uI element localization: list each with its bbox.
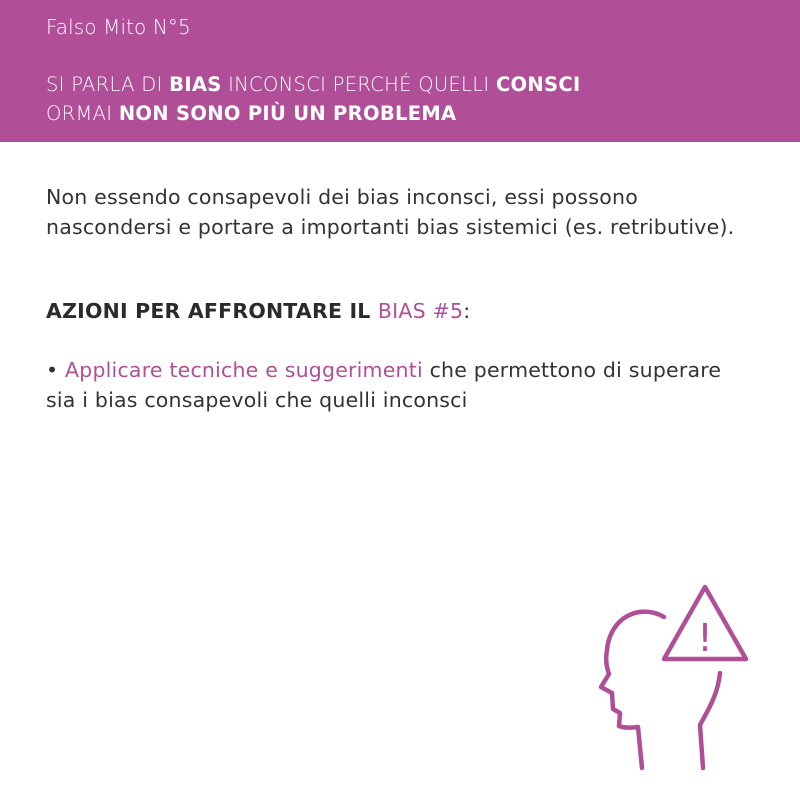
bullet-text: che permettono di superare sia i bias consapevoli che quelli inconsci [46,358,722,412]
body-paragraph: Non essendo consapevoli dei bias inconsci, essi possono nascondersi e portare a importanti bias sistemici (es. retributive). [46,185,735,239]
actions-title-accent: BIAS #5 [377,299,464,323]
actions-title-text: AZIONI PER AFFRONTARE IL [46,299,378,323]
headline-part: SI PARLA DI [46,73,170,96]
headline-emphasis: BIAS [169,73,222,96]
headline [46,70,746,128]
headline-emphasis: NON SONO PIÙ UN PROBLEMA [118,102,457,125]
bullet-mark: • [46,358,66,382]
header-banner [0,0,800,142]
headline-emphasis: CONSCI [495,73,581,96]
headline-part: ORMAI [46,102,119,125]
warning-glyph: ! [697,616,713,660]
action-bullet [46,355,746,415]
kicker-label: Falso Mito N°5 [46,15,191,39]
headline-part: INCONSCI PERCHÉ QUELLI [221,73,496,96]
actions-title-colon: : [463,299,471,323]
actions-title [46,296,470,326]
head-warning-icon [580,575,760,775]
bullet-accent: Applicare tecniche e suggerimenti [65,358,423,382]
